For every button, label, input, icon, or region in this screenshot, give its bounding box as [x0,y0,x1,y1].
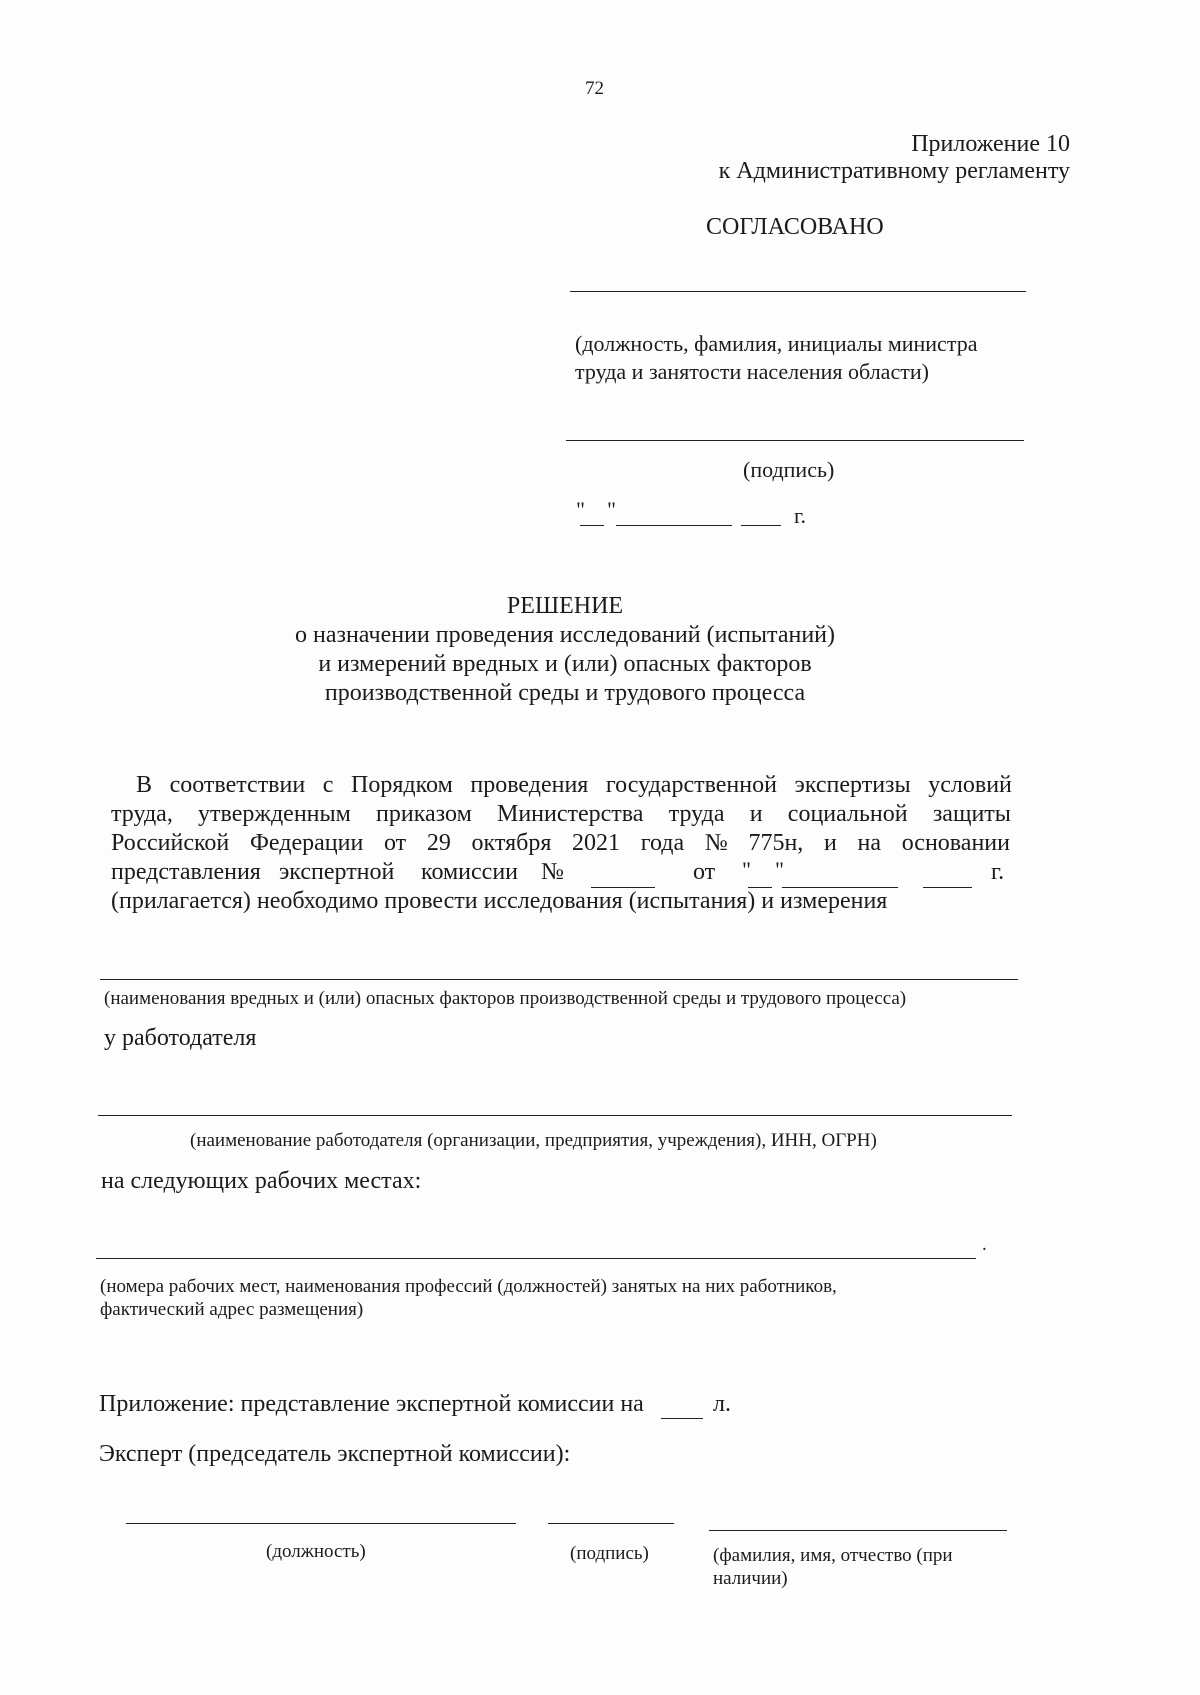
factors-caption: (наименования вредных и (или) опасных факторов производственной среды и трудового процесса) [104,988,907,1009]
paragraph-line-4-word-1: представления [111,859,261,885]
decision-subtitle-2: и измерений вредных и (или) опасных факторов [318,651,812,677]
expert-name-caption-2: наличии) [713,1568,788,1589]
attachment-text: Приложение: представление экспертной комиссии на [99,1391,644,1417]
workplaces-dot: . [982,1234,987,1255]
expert-signature-caption: (подпись) [570,1543,649,1564]
attachment-pages-suffix: л. [713,1391,731,1417]
expert-signature-line [548,1523,674,1524]
paragraph-line-2: труда, утвержденным приказом Министерства труда и социальной защиты [111,801,1011,827]
paragraph-line-4-word-2: экспертной [279,859,395,885]
approval-date-day-blank [580,525,604,526]
paragraph-line-4-quote-open: " [742,857,751,882]
employer-label: у работодателя [104,1025,257,1051]
paragraph-line-4-word-3: комиссии [421,859,519,885]
approval-date-year-blank [741,525,781,526]
paragraph-line-4-number-sign: № [541,859,564,885]
employer-caption: (наименование работодателя (организации, предприятия, учреждения), ИНН, ОГРН) [190,1130,877,1151]
approval-date-year-suffix: г. [794,503,807,528]
expert-position-line [126,1523,516,1524]
approval-date-quote-open: " [576,497,585,522]
expert-position-caption: (должность) [266,1541,366,1562]
workplaces-caption-2: фактический адрес размещения) [100,1299,364,1320]
expert-name-caption-1: (фамилия, имя, отчество (при [713,1545,953,1566]
commission-year-blank [923,887,972,888]
workplaces-label: на следующих рабочих местах: [101,1168,422,1194]
approval-signature-line [566,440,1024,441]
approval-title: СОГЛАСОВАНО [706,214,884,240]
decision-title: РЕШЕНИЕ [506,593,624,619]
approval-date-quote-close: " [607,497,616,522]
paragraph-line-5: (прилагается) необходимо провести исследования (испытания) и измерения [111,888,888,914]
workplaces-caption-1: (номера рабочих мест, наименования профессий (должностей) занятых на них работников, [100,1276,837,1297]
employer-blank-line [98,1115,1012,1116]
decision-subtitle-3: производственной среды и трудового процесса [324,680,806,706]
decision-subtitle-1: о назначении проведения исследований (испытаний) [294,622,835,648]
appendix-line-2: к Административному регламенту [718,158,1070,184]
approval-date-month-blank [616,525,732,526]
paragraph-line-4-year-suffix: г. [991,859,1005,885]
paragraph-line-1: В соответствии с Порядком проведения государственной экспертизы условий [136,772,1012,798]
workplaces-blank-line [96,1258,976,1259]
approval-position-line [570,291,1026,292]
attachment-pages-blank [661,1418,703,1419]
approval-position-caption-2: труда и занятости населения области) [575,359,929,384]
approval-position-caption-1: (должность, фамилия, инициалы министра [575,331,978,356]
paragraph-line-4-quote-close: " [775,857,784,882]
factors-blank-line [100,979,1018,980]
paragraph-line-3: Российской Федерации от 29 октября 2021 года № 775н, и на основании [111,830,1010,856]
paragraph-line-4-from: от [693,859,716,885]
appendix-line-1: Приложение 10 [911,131,1070,157]
page-number: 72 [585,78,604,99]
expert-name-line [709,1530,1007,1531]
expert-label: Эксперт (председатель экспертной комиссии): [99,1441,571,1467]
approval-signature-caption: (подпись) [743,457,835,482]
